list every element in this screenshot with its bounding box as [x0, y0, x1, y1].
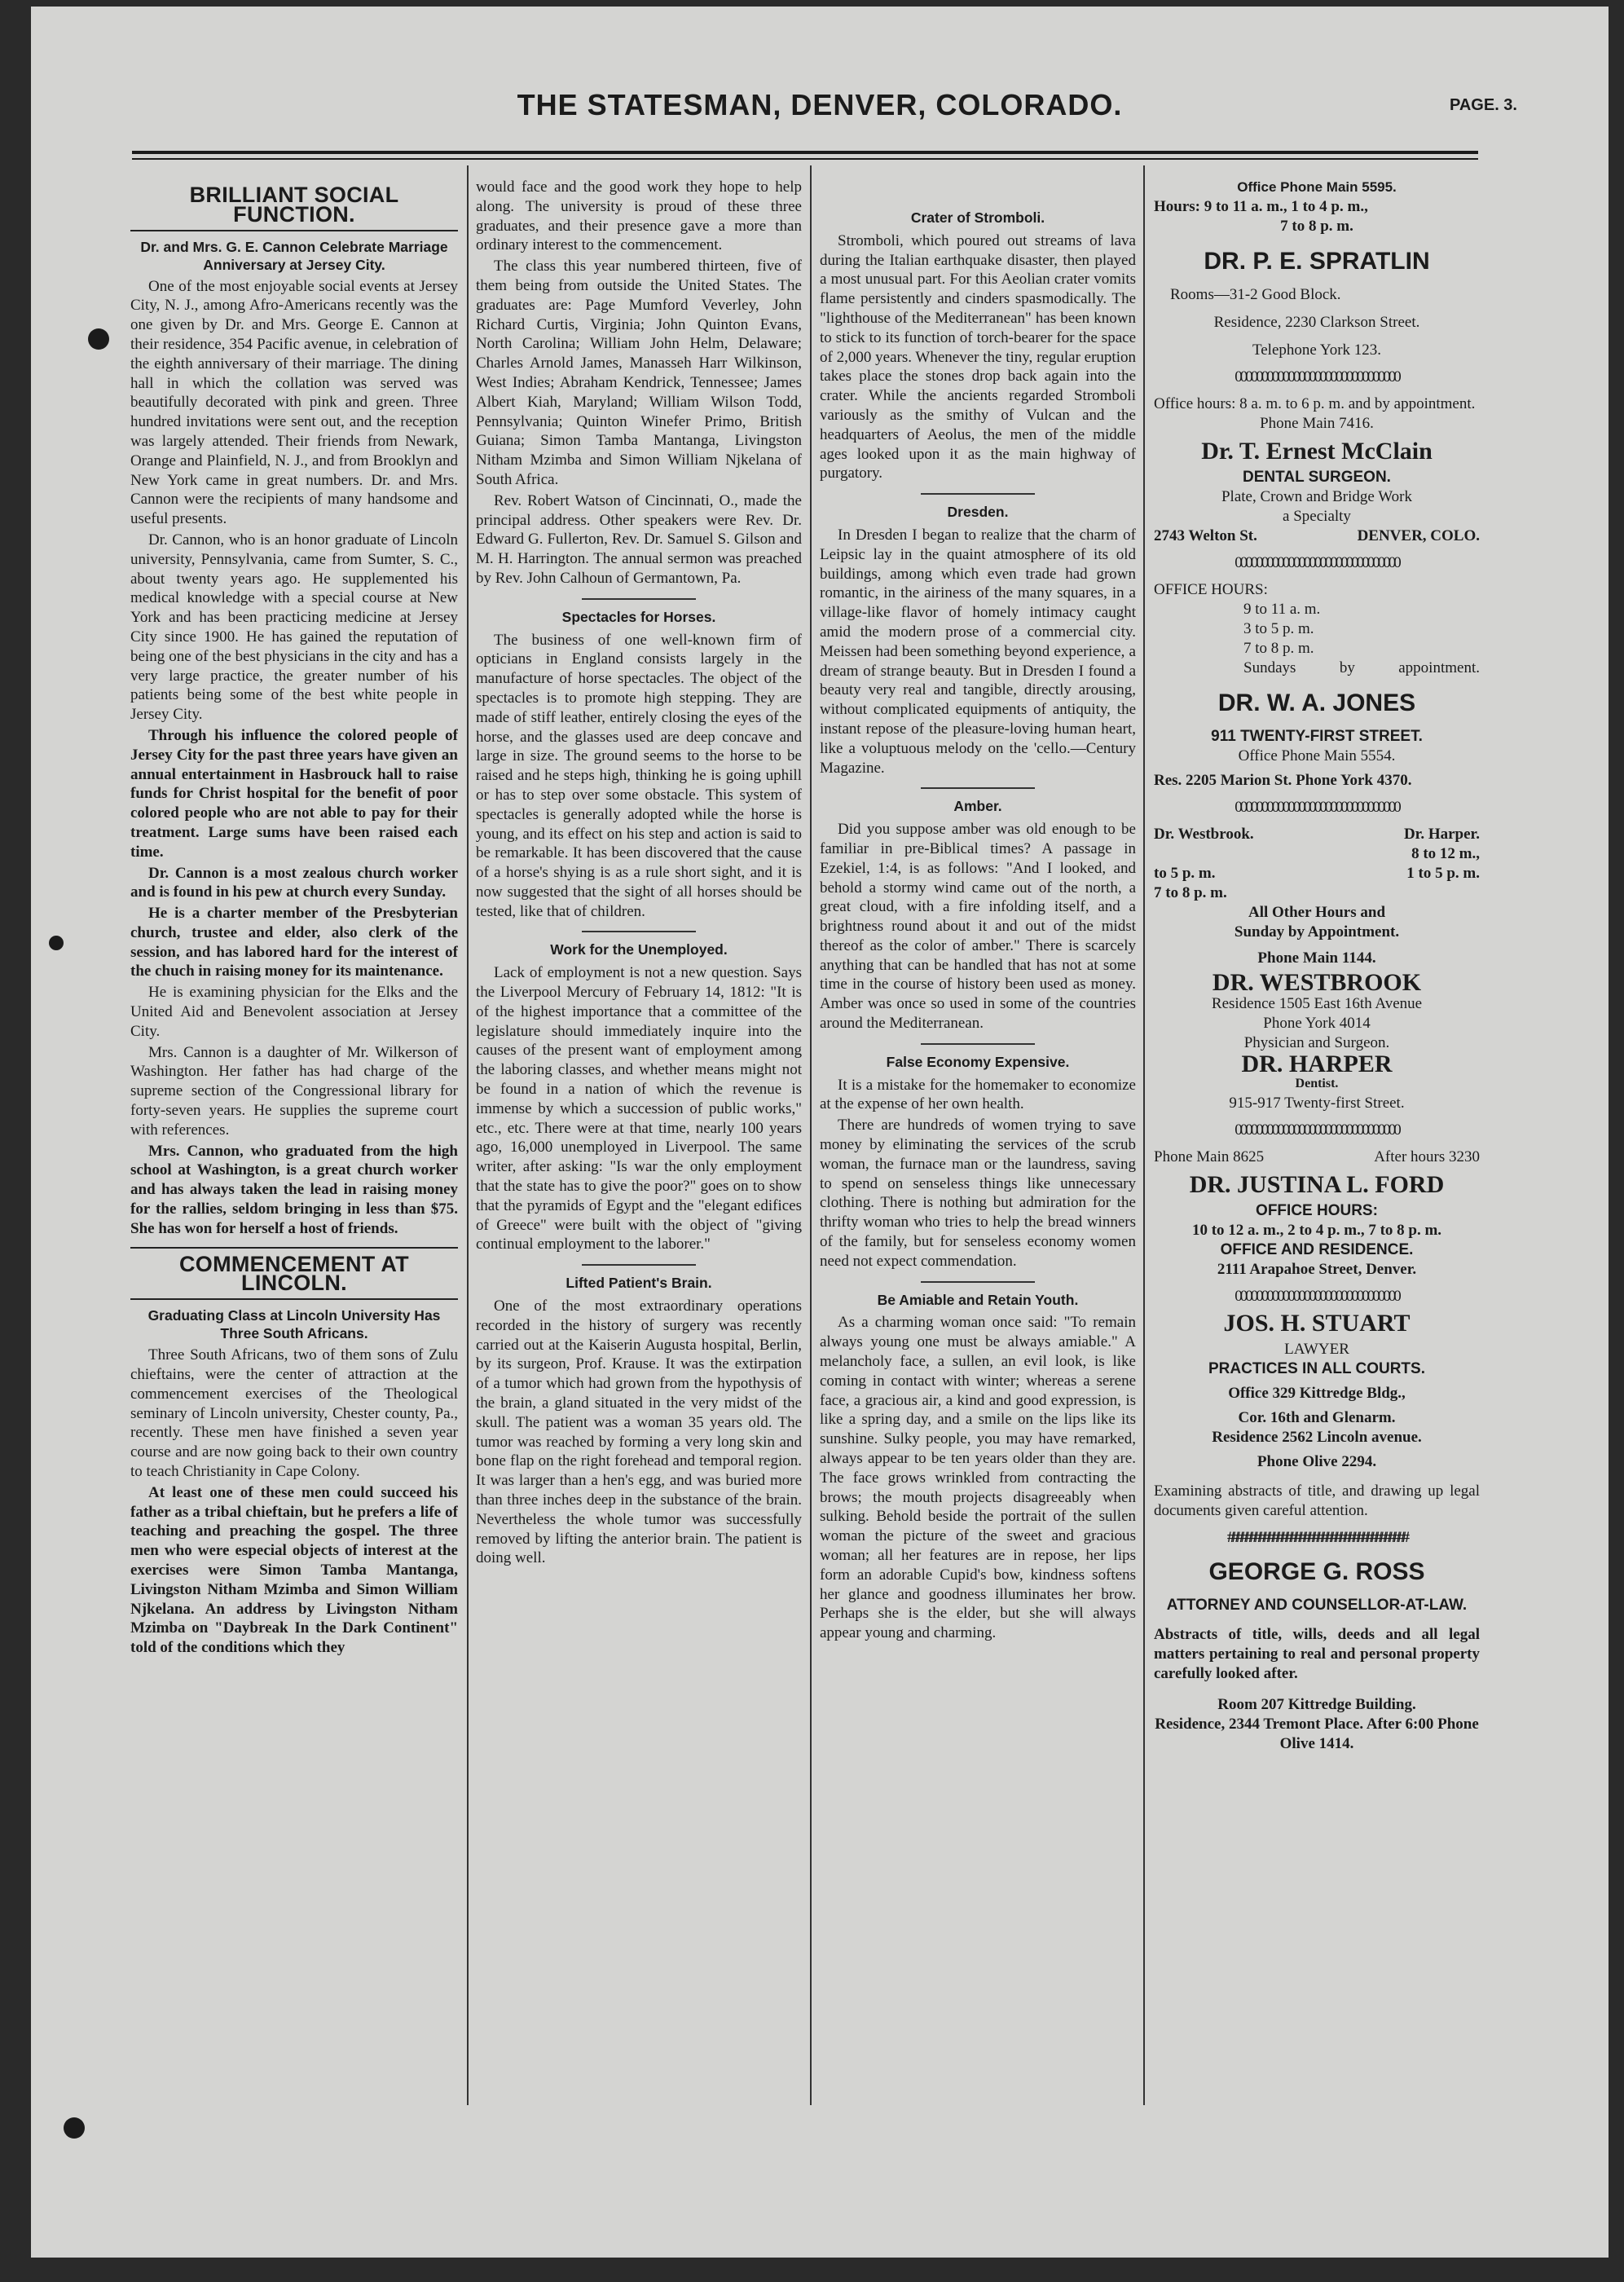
office-address: Cor. 16th and Glenarm.: [1238, 1409, 1396, 1426]
card-ford: [1154, 1148, 1480, 1280]
doctor-label: Dr. Harper.: [1403, 826, 1480, 843]
telephone: Office Phone Main 5554.: [1238, 747, 1396, 764]
hours-line: 1 to 5 p. m.: [1406, 865, 1480, 882]
hours-note: Sunday by Appointment.: [1234, 923, 1400, 941]
hours-row: [1154, 864, 1480, 883]
lawyer-name: GEORGE G. ROSS: [1208, 1558, 1425, 1585]
residence: Residence, 2344 Tremont Place. After 6:00 Phone Olive 1414.: [1155, 1716, 1479, 1752]
article-heading: Spectacles for Horses.: [561, 608, 716, 625]
newspaper-page: [31, 7, 1609, 2258]
office-label: OFFICE AND RESIDENCE.: [1220, 1241, 1414, 1258]
telephone: Telephone York 123.: [1252, 341, 1382, 359]
column-rule-1: [467, 165, 469, 2105]
article-paragraph: It is a mistake for the homemaker to economize at the expense of her own health.: [820, 1076, 1136, 1113]
telephone: Phone Main 1144.: [1257, 949, 1376, 967]
specialty: Plate, Crown and Bridge Work: [1221, 488, 1412, 505]
hours-line: 7 to 8 p. m.: [1243, 640, 1314, 657]
page-number: PAGE. 3.: [1450, 96, 1517, 114]
article-heading: Crater of Stromboli.: [910, 209, 1045, 226]
article-paragraph: As a charming woman once said: "To remain always young one must be always amiable." A melancholy face, a sullen, an evil look, is like coming in contact with winter; whereas a serene face, a gracious air, a kind and good expression, is like a spring day, and a smile on the lips like its sunshine. Sulky people, you may have remarked, always appear to be ten years older than they are. The face grows wrinkled from contracting the brows; the mouth projects disagreeably when sulking. Behold beside the portrait of the sullen woman the picture of the sweet and gracious woman; all her features are in repose, her lips form an adorable Cupid's bow, kindness softens her glance and goodness illuminates her brow. Perhaps she is the elder, but she will always appear young and charming.: [820, 1314, 1136, 1642]
card-mcclain: [1154, 394, 1480, 546]
article-paragraph: Three South Africans, two of them sons of Zulu chieftains, were the center of attraction at the commencement exercises of the Theological seminary of Lincoln university, Chester county, Pa., recently. These men have finished a seven year course and are now going back to their own country to teach Christianity in Cape Colony.: [130, 1346, 458, 1481]
card-jones: [1154, 580, 1480, 791]
article-paragraph: Through his influence the colored people of Jersey City for the past three years have given an annual entertainment in Hasbrouck hall to raise funds for Christ hospital for the benefit of poor colored people who are not able to pay for their treatment. Large sums have been raised each time.: [130, 726, 458, 861]
article-subhead: Graduating Class at Lincoln University Has Three South Africans.: [147, 1307, 441, 1342]
hours-line: [1154, 659, 1480, 678]
specialty: a Specialty: [1283, 508, 1351, 525]
telephone: Phone Main 8625: [1154, 1148, 1265, 1165]
office-hours: 10 to 12 a. m., 2 to 4 p. m., 7 to 8 p. m.: [1191, 1222, 1442, 1239]
page-blemish: [49, 936, 64, 950]
article-heading: Work for the Unemployed.: [550, 941, 728, 958]
column-3: [820, 178, 1136, 2117]
doctor-name: Dr. T. Ernest McClain: [1201, 438, 1433, 465]
section-divider: [582, 1264, 696, 1266]
doctor-name: DR. WESTBROOK: [1212, 969, 1422, 996]
card-ross: [1154, 1558, 1480, 1754]
card-stuart: [1154, 1310, 1480, 1521]
article-paragraph: Rev. Robert Watson of Cincinnati, O., made the principal address. Other speakers were Rev. Dr. Edward G. Fullerton, Rev. Dr. Samuel S. Gilson and M. H. Harrington. The annual sermon was preached by Rev. John Calhoun of Germantown, Pa.: [476, 491, 802, 587]
article-paragraph: would face and the good work they hope to help along. The university is proud of these three graduates, and their presence gave a more than ordinary interest to the commencement.: [476, 178, 802, 254]
service-note: Examining abstracts of title, and drawing up legal documents given careful attention.: [1154, 1482, 1480, 1519]
decorative-border: 0000000000000000000000000000000: [1235, 1288, 1399, 1305]
telephone: Phone Olive 2294.: [1257, 1453, 1377, 1470]
column-rule-2: [810, 165, 812, 2105]
profession: DENTAL SURGEON.: [1243, 469, 1391, 486]
article-paragraph: Stromboli, which poured out streams of lava during the Italian earthquake disaster, then played a most unusual part. For this Aeolian crater vomits flame persistently and cinders spasmodically. The "lighthouse of the Mediterranean" has been known to stick to its function of torch-bearer for the space of 2,000 years. Whenever the tiny, regular eruption takes place the stones drop back again into the crater. While the ancients regarded Stromboli variously as the smithy of Vulcan and the headquarters of Aeolus, the men of the middle ages looked upon it as the main highway of purgatory.: [820, 231, 1136, 482]
profession: LAWYER: [1284, 1341, 1349, 1358]
column-1: [130, 178, 458, 2117]
address-row: [1154, 526, 1480, 546]
office-address: Room 207 Kittredge Building.: [1217, 1696, 1416, 1713]
doctor-name: DR. JUSTINA L. FORD: [1189, 1171, 1445, 1198]
office-hours: Office hours: 8 a. m. to 6 p. m. and by appointment.: [1154, 395, 1476, 412]
section-divider: [921, 1043, 1035, 1045]
article-paragraph: Lack of employment is not a new question. Says the Liverpool Mercury of February 14, 1812: "It is of the highest importance that a committee of the legislature should immediately inquire into the causes of the present want of employment among the laboring classes, and whether means might not be found in a nation of which the revenue is immense by which a succession of public works," etc., etc. There were at that time, nearly 100 years ago, 16,000 unemployed in Liverpool. The same writer, after asking: "Is war the only employment that the state has to give the poor?" goes on to show that the pyramids of Egypt and the "elegant edifices of Greece" were built with the object of "giving continual employment to the laborer.": [476, 964, 802, 1253]
article-headline: BRILLIANT SOCIAL FUNCTION.: [130, 186, 458, 231]
column-2: [476, 178, 802, 2117]
article-paragraph: Mrs. Cannon, who graduated from the high school at Washington, is a great church worker and has always taken the lead in raising money for the rallies, seldom bringing in less than $75. She has won for herself a host of friends.: [130, 1142, 458, 1237]
hours-word: appointment.: [1398, 659, 1480, 676]
telephone: Phone York 4014: [1263, 1015, 1371, 1032]
office-hours: Hours: 9 to 11 a. m., 1 to 4 p. m.,: [1154, 198, 1368, 215]
decorative-border: 0000000000000000000000000000000: [1235, 368, 1399, 385]
office-phone: Office Phone Main 5595.: [1237, 179, 1397, 195]
section-divider: [582, 598, 696, 600]
article-paragraph: He is a charter member of the Presbyterian church, trustee and elder, also clerk of the session, and has labored hard for the interest of the chuch in raising money for its maintenance.: [130, 905, 458, 980]
article-paragraph: Dr. Cannon is a most zealous church worker and is found in his pew at church every Sunday.: [130, 864, 458, 901]
section-divider: [582, 931, 696, 932]
residence: Residence, 2230 Clarkson Street.: [1213, 314, 1420, 331]
section-divider: [921, 787, 1035, 789]
card-westbrook-harper: [1154, 825, 1480, 1113]
rooms: Rooms—31-2 Good Block.: [1170, 286, 1341, 303]
hours-word: Sundays: [1243, 659, 1296, 676]
residence: Residence 1505 East 16th Avenue: [1211, 995, 1423, 1012]
decorative-border: ########################################: [1227, 1529, 1406, 1546]
article-subhead: Dr. and Mrs. G. E. Cannon Celebrate Marriage Anniversary at Jersey City.: [140, 238, 448, 273]
telephone: After hours 3230: [1374, 1148, 1480, 1165]
doctor-name: DR. W. A. JONES: [1217, 689, 1416, 716]
hours-label: OFFICE HOURS:: [1256, 1202, 1378, 1219]
residence: Residence 2562 Lincoln avenue.: [1212, 1429, 1422, 1446]
article-paragraph: The business of one well-known firm of opticians in England consists largely in the manufacture of horse spectacles. The object of the spectacles is to promote high stepping. They are made of stiff leather, entirely closing the eyes of the horse, and the glasses used are deep concave and large in size. The ground seems to the horse to be raised and he steps high, thinking he is going uphill or has to step over some obstacle. This system of spectacles is generally adopted while the horse is young, and its effect on his step and action is said to be remarkable. It has been discovered that the cause of a horse's shying is as a rule short sight, and it is now suggested that the sight of all horses should be tested, like that of children.: [476, 631, 802, 920]
profession: Physician and Surgeon.: [1243, 1034, 1390, 1051]
article-paragraph: One of the most extraordinary operations recorded in the history of surgery was recently carried out at the Kaiserin Augusta hospital, Berlin, by its surgeon, Prof. Krause. It was the extirpation of a tumor which had grown from the hypothysis of the brain, a gland situated in the very midst of the skull. The patient was a woman 35 years old. The tumor was reached by forming a very long skin and bone flap on the right forehead and temporal region. It was larger than a hen's egg, and was buried more than three inches deep in the substance of the brain. Nevertheless the whole tumor was successfully removed by lifting the anterior brain. The patient is doing well.: [476, 1297, 802, 1567]
article-heading: Amber.: [953, 798, 1002, 815]
hours-line: 8 to 12 m.,: [1411, 845, 1480, 862]
hours-line: to 5 p. m.: [1154, 865, 1216, 882]
article-paragraph: Did you suppose amber was old enough to be familiar in pre-Biblical times? A passage in Ezekiel, 1:4, is as follows: "And I looked, and behold a stormy wind came out of the north, a great cloud, with a fire infolding itself, and a brightness round about it and out of the midst thereof as the color of amber." There is scarcely anything that can be handled that has not at some time in the course of history been used as money. Amber was once so used in some of the countries around the Mediterranean.: [820, 821, 1136, 1033]
doctor-name: DR. HARPER: [1241, 1051, 1393, 1077]
phone-row: [1154, 1148, 1480, 1167]
profession: Dentist.: [1295, 1077, 1339, 1090]
office-address: Office 329 Kittredge Bldg.,: [1228, 1385, 1406, 1402]
city: DENVER, COLO.: [1357, 527, 1480, 544]
article-heading: Be Amiable and Retain Youth.: [877, 1291, 1079, 1308]
practice-note: PRACTICES IN ALL COURTS.: [1208, 1360, 1425, 1377]
street-address: 2743 Welton St.: [1154, 527, 1257, 544]
article-paragraph: He is examining physician for the Elks and the United Aid and Benevolent association at Jersey City.: [130, 984, 458, 1040]
street-address: 2111 Arapahoe Street, Denver.: [1217, 1261, 1417, 1278]
telephone: Phone Main 7416.: [1260, 415, 1374, 432]
article-headline: COMMENCEMENT AT LINCOLN.: [130, 1247, 458, 1301]
masthead: THE STATESMAN, DENVER, COLORADO.: [517, 88, 1123, 121]
street-address: 911 TWENTY-FIRST STREET.: [1211, 728, 1423, 745]
residence: Res. 2205 Marion St. Phone York 4370.: [1154, 772, 1412, 789]
hours-row: [1154, 825, 1480, 844]
column-4: [1154, 178, 1480, 2117]
article-heading: False Economy Expensive.: [886, 1053, 1070, 1070]
column-rule-3: [1143, 165, 1145, 2105]
profession: ATTORNEY AND COUNSELLOR-AT-LAW.: [1166, 1597, 1468, 1614]
decorative-border: 0000000000000000000000000000000: [1235, 1121, 1399, 1139]
article-heading: Lifted Patient's Brain.: [566, 1275, 712, 1292]
article-heading: Dresden.: [947, 504, 1009, 521]
page-blemish: [64, 2117, 85, 2139]
lawyer-name: JOS. H. STUART: [1223, 1310, 1411, 1337]
article-paragraph: In Dresden I began to realize that the charm of Leipsic lay in the quaint atmosphere of its old buildings, among which even trade had grown romantic, in the airiness of the many squares, in a village-like flavor of homely intimacy caught amid the modern prose of a commercial city. Meissen had been something beyond experience, a dream of strange beauty. But in Dresden I found a beauty very real and tangible, directly arousing, without complicated equipments of antiquity, the instant repose of the pleasure-loving human heart, like a voluptuous melody on the 'cello.—Century Magazine.: [820, 526, 1136, 777]
article-paragraph: One of the most enjoyable social events at Jersey City, N. J., among Afro-Americans recently was the one given by Dr. and Mrs. George E. Cannon at their residence, 354 Pacific avenue, in celebration of the eighth anniversary of their marriage. The dining hall in which the collation was served was beautifully decorated with pink and green. Three hundred invitations were sent out, and the reception was largely attended. Their friends from Newark, Orange and Plainfield, N. J., and from Brooklyn and New York came in great numbers. Dr. and Mrs. Cannon were the recipients of many handsome and useful presents.: [130, 277, 458, 528]
hours-word: by: [1339, 659, 1355, 676]
section-divider: [921, 1281, 1035, 1283]
street-address: 915-917 Twenty-first Street.: [1229, 1095, 1405, 1112]
office-hours: 7 to 8 p. m.: [1280, 218, 1353, 235]
decorative-border: 0000000000000000000000000000000: [1235, 799, 1399, 816]
service-note: Abstracts of title, wills, deeds and all legal matters pertaining to real and personal property carefully looked after.: [1154, 1626, 1480, 1682]
hours-note: All Other Hours and: [1248, 904, 1386, 921]
section-divider: [921, 493, 1035, 495]
article-paragraph: Mrs. Cannon is a daughter of Mr. Wilkerson of Washington. Her father has had charge of the supreme section of the Congressional library for forty-seven years. He supplies the supreme court with references.: [130, 1043, 458, 1139]
doctor-name: DR. P. E. SPRATLIN: [1204, 248, 1430, 275]
hours-line: 9 to 11 a. m.: [1243, 601, 1321, 618]
article-paragraph: The class this year numbered thirteen, five of them being from outside the United States. The graduates are: Page Mumford Veverley, John Richard Curtis, Virginia; John Quinton Evans, North Carolina; William John Helm, Delaware; Charles Arnold James, Manasseh Harr Wilkinson, West Indies; Abraham Kendrick, Tennessee; James Albert Kiah, Maryland; William Wilson Todd, Pennsylvania; Quinton Winefer Primo, British Guiana; Simon Tamba Mantanga, Livingston Nitham Mzimba and Simon William Njkelana of South Africa.: [476, 258, 802, 488]
page-blemish: [88, 328, 109, 350]
decorative-border: 0000000000000000000000000000000: [1235, 554, 1399, 571]
hours-line: 7 to 8 p. m.: [1154, 884, 1227, 901]
masthead-rule-thick: [132, 151, 1478, 154]
doctor-label: Dr. Westbrook.: [1154, 826, 1254, 843]
article-paragraph: There are hundreds of women trying to save money by eliminating the services of the scrub woman, the furnace man or the laundress, saving to spend on senseless things like unnecessary clothing. There is nothing but admiration for the thrifty woman who tries to help the bread winners of the family, but for senseless economy women need not expect commendation.: [820, 1117, 1136, 1270]
hours-line: 3 to 5 p. m.: [1243, 620, 1314, 637]
card-spratlin: [1154, 178, 1480, 360]
hours-label: OFFICE HOURS:: [1154, 581, 1268, 598]
article-paragraph: At least one of these men could succeed his father as a tribal chieftain, but he prefers a life of teaching and preaching the gospel. The three men who were especial objects of interest at the exercises were Simon Tamba Mantanga, Livingston Nitham Mzimba and Simon William Njkelana. An address by Livingston Nitham Mzimba on "Daybreak In the Dark Continent" told of the conditions which they: [130, 1483, 458, 1657]
masthead-rule-thin: [132, 158, 1478, 160]
article-paragraph: Dr. Cannon, who is an honor graduate of Lincoln university, Pennsylvania, came from Sumter, S. C., about twenty years ago. He supplemented his medical knowledge with a special course at New York and has been practicing medicine at Jersey City since 1900. He has gained the reputation of being one of the best physicians in the city and has a very large practice, the greater number of his patients being some of the best white people in Jersey City.: [130, 531, 458, 724]
